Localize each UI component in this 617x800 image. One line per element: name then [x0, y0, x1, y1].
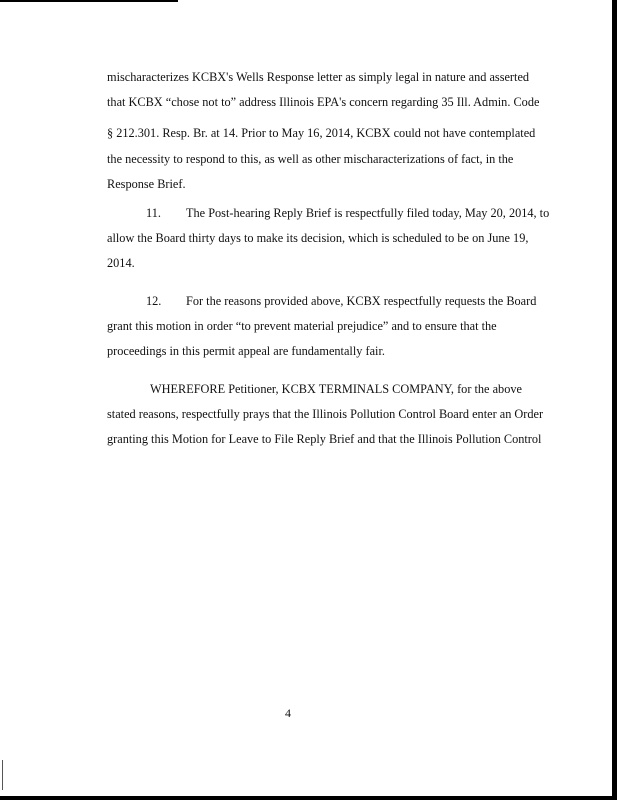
paragraph-number: 11.: [146, 206, 161, 220]
text-line: stated reasons, respectfully prays that the Illinois Pollution Control Board enter an Order: [107, 407, 544, 421]
text-line: For the reasons provided above, KCBX respectfully requests the Board: [186, 294, 537, 308]
text-line: The Post-hearing Reply Brief is respectfully filed today, May 20, 2014, to: [186, 206, 550, 220]
page-number: 4: [285, 706, 291, 720]
scan-mark: [2, 760, 3, 790]
text-line: that KCBX “chose not to” address Illinois EPA's concern regarding 35 Ill. Admin. Code: [107, 95, 540, 109]
scan-edge-bottom: [0, 796, 617, 800]
text-line: proceedings in this permit appeal are fundamentally fair.: [107, 344, 385, 358]
text-line: the necessity to respond to this, as well as other mischaracterizations of fact, in the: [107, 152, 514, 166]
text-line: mischaracterizes KCBX's Wells Response letter as simply legal in nature and asserted: [107, 70, 530, 84]
text-line: WHEREFORE Petitioner, KCBX TERMINALS COMPANY, for the above: [150, 382, 522, 396]
text-line: 2014.: [107, 256, 135, 270]
scan-edge-right: [612, 0, 617, 800]
text-line: granting this Motion for Leave to File Reply Brief and that the Illinois Pollution Control: [107, 432, 542, 446]
text-line: § 212.301. Resp. Br. at 14. Prior to May 16, 2014, KCBX could not have contemplated: [107, 126, 536, 140]
paragraph-number: 12.: [146, 294, 162, 308]
scan-edge-top: [0, 0, 178, 2]
text-line: grant this motion in order “to prevent material prejudice” and to ensure that the: [107, 319, 497, 333]
text-line: allow the Board thirty days to make its decision, which is scheduled to be on June 19,: [107, 231, 529, 245]
text-line: Response Brief.: [107, 177, 186, 191]
